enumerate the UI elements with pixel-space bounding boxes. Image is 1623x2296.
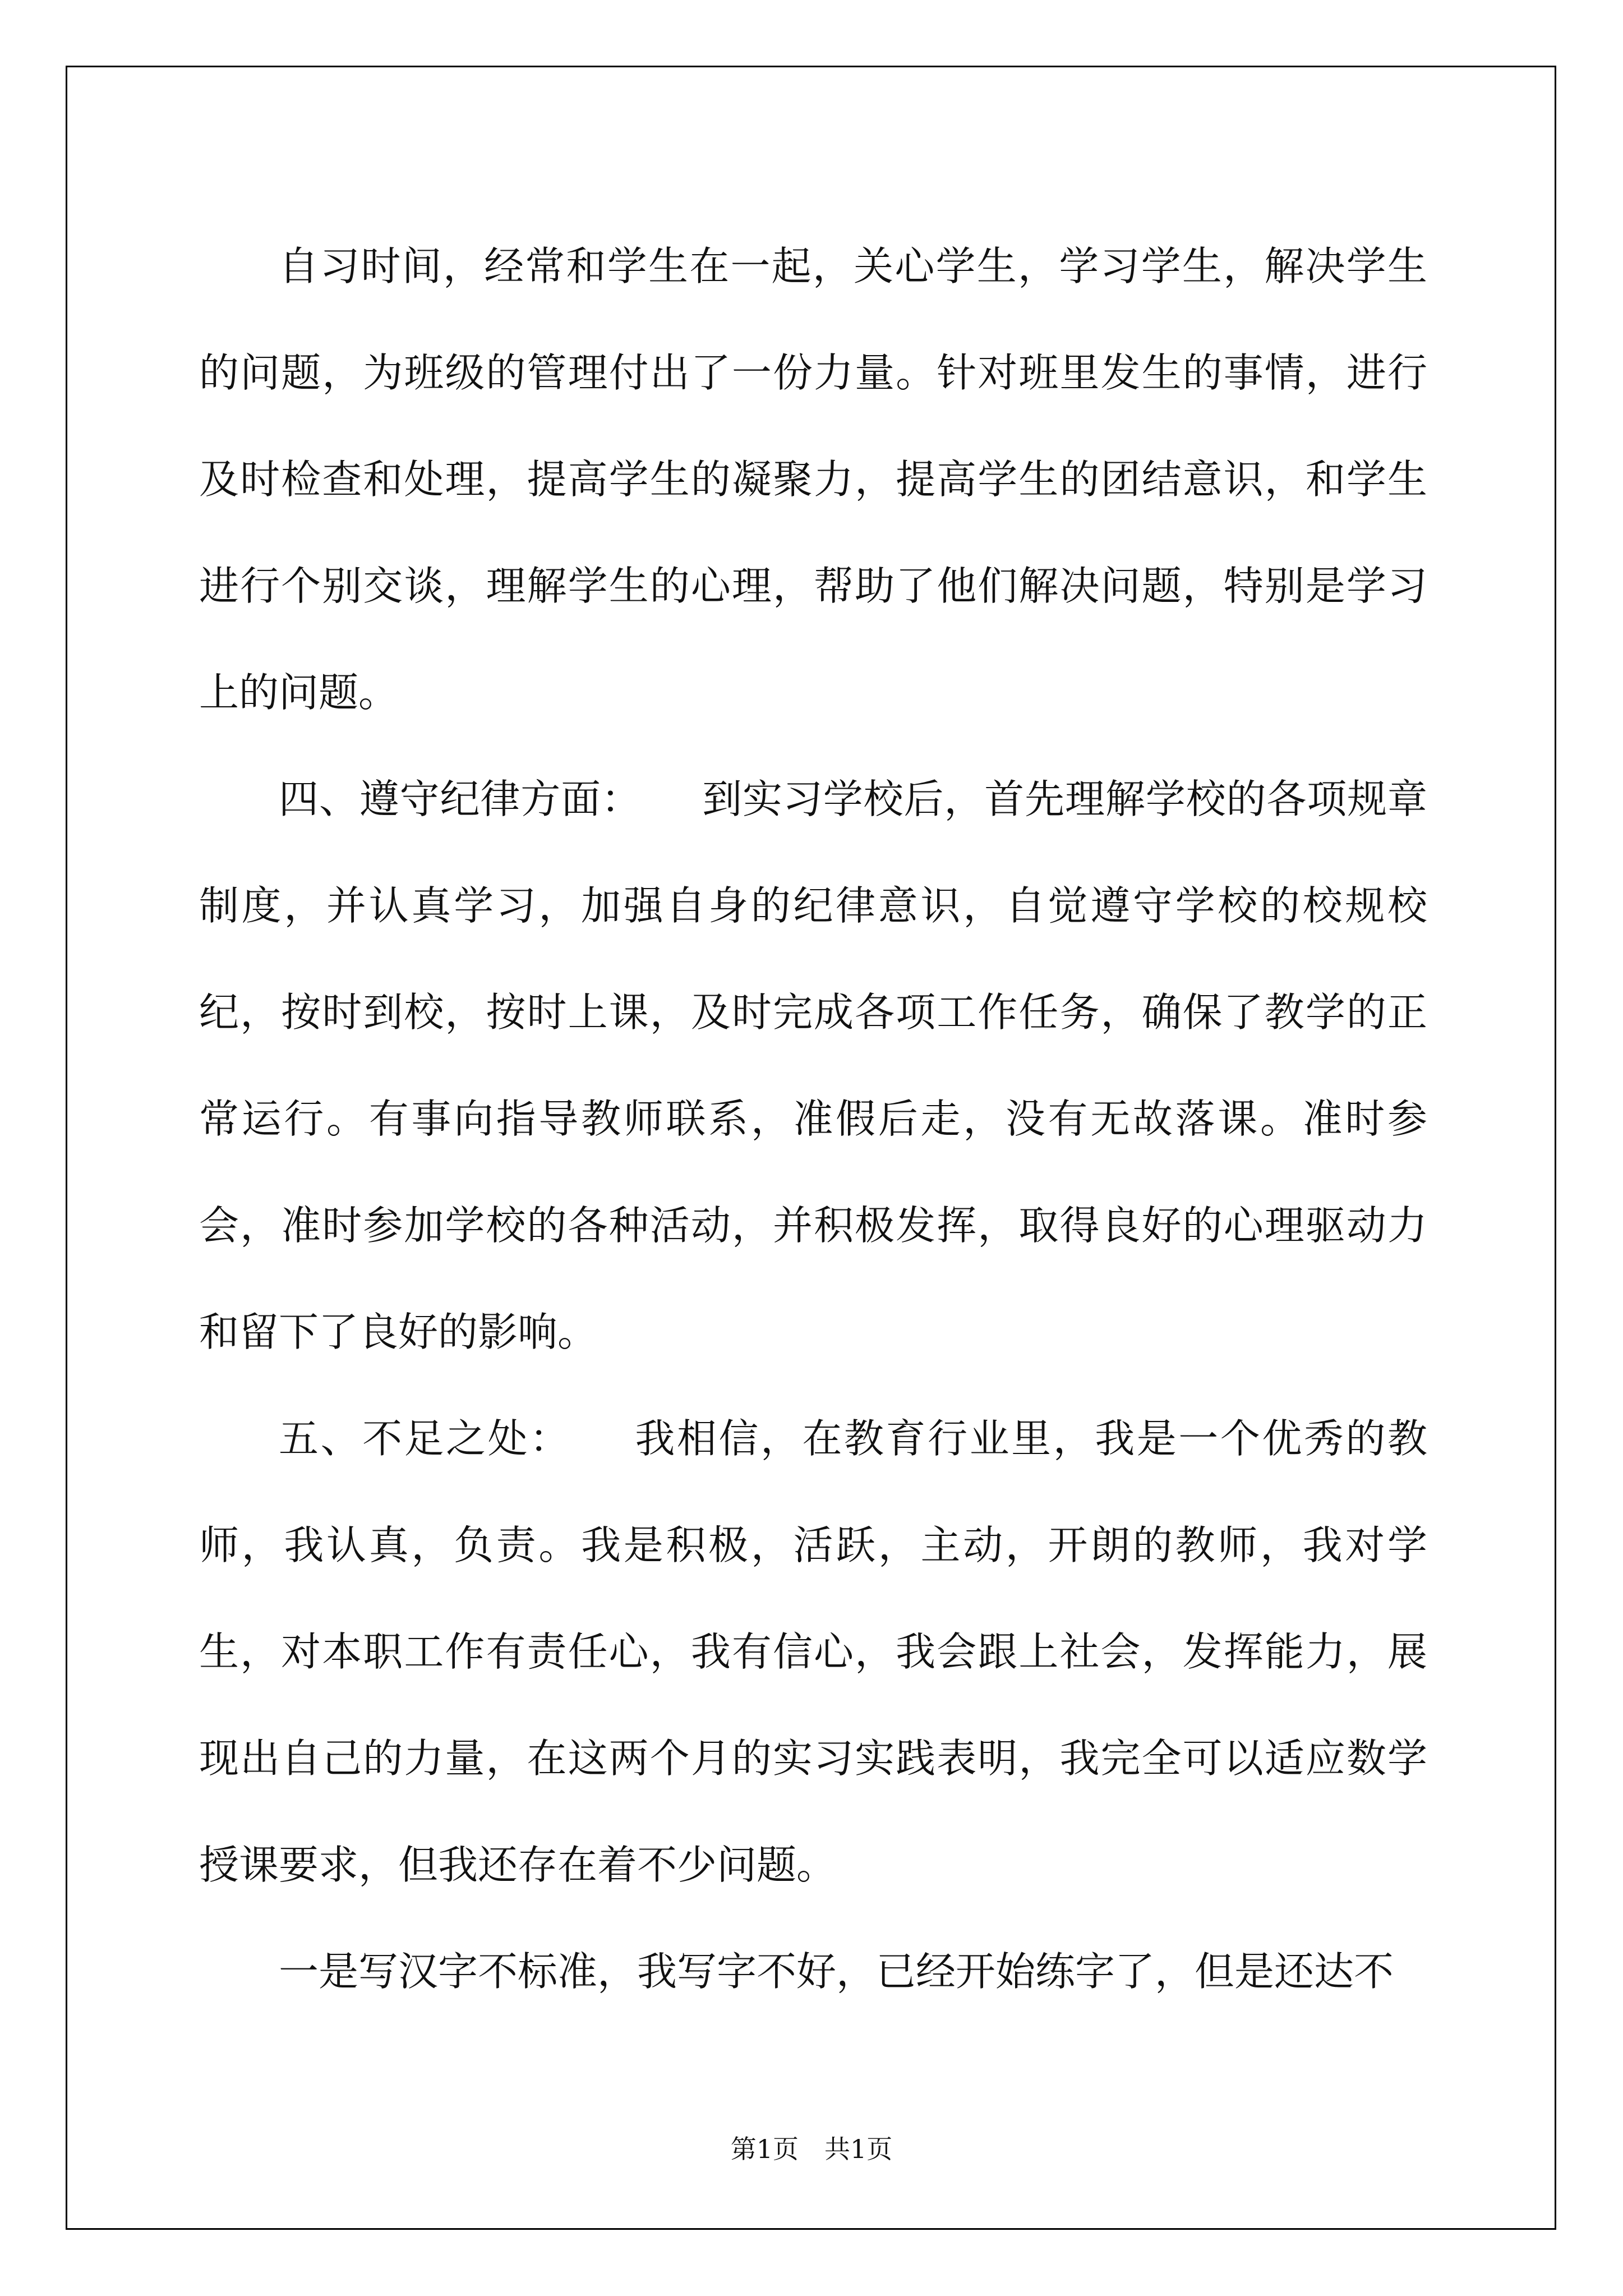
document-body [199, 213, 1427, 2025]
paragraph-handwriting: 一是写汉字不标准，我写字不好，已经开始练字了，但是还达不 [279, 1948, 1394, 1995]
paragraph-discipline: 四、遵守纪律方面： 到实习学校后，首先理解学校的各项规章制度，并认真学习，加强自身的纪律意识，自觉遵守学校的校规校纪，按时到校，按时上课，及时完成各项工作任务，确保了教学的正常运行。有事向指导教师联系，准假后走，没有无故落课。准时参会，准时参加学校的各种活动，并积极发挥，取得良好的心理驱动力和留下了良好的影响。 [199, 776, 1427, 1355]
paragraph-shortcomings: 五、不足之处： 我相信，在教育行业里，我是一个优秀的教师，我认真，负责。我是积极，活跃，主动，开朗的教师，我对学生，对本职工作有责任心，我有信心，我会跟上社会，发挥能力，展现出自己的力量，在这两个月的实习实践表明，我完全可以适应数学授课要求，但我还存在着不少问题。 [199, 1415, 1427, 1888]
page-footer: 第1页 共1页 [730, 2134, 893, 2164]
paragraph-self-study: 自习时间，经常和学生在一起，关心学生，学习学生，解决学生的问题，为班级的管理付出了一份力量。针对班里发生的事情，进行及时检查和处理，提高学生的凝聚力，提高学生的团结意识，和学生进行个别交谈，理解学生的心理，帮助了他们解决问题，特别是学习上的问题。 [199, 243, 1427, 716]
